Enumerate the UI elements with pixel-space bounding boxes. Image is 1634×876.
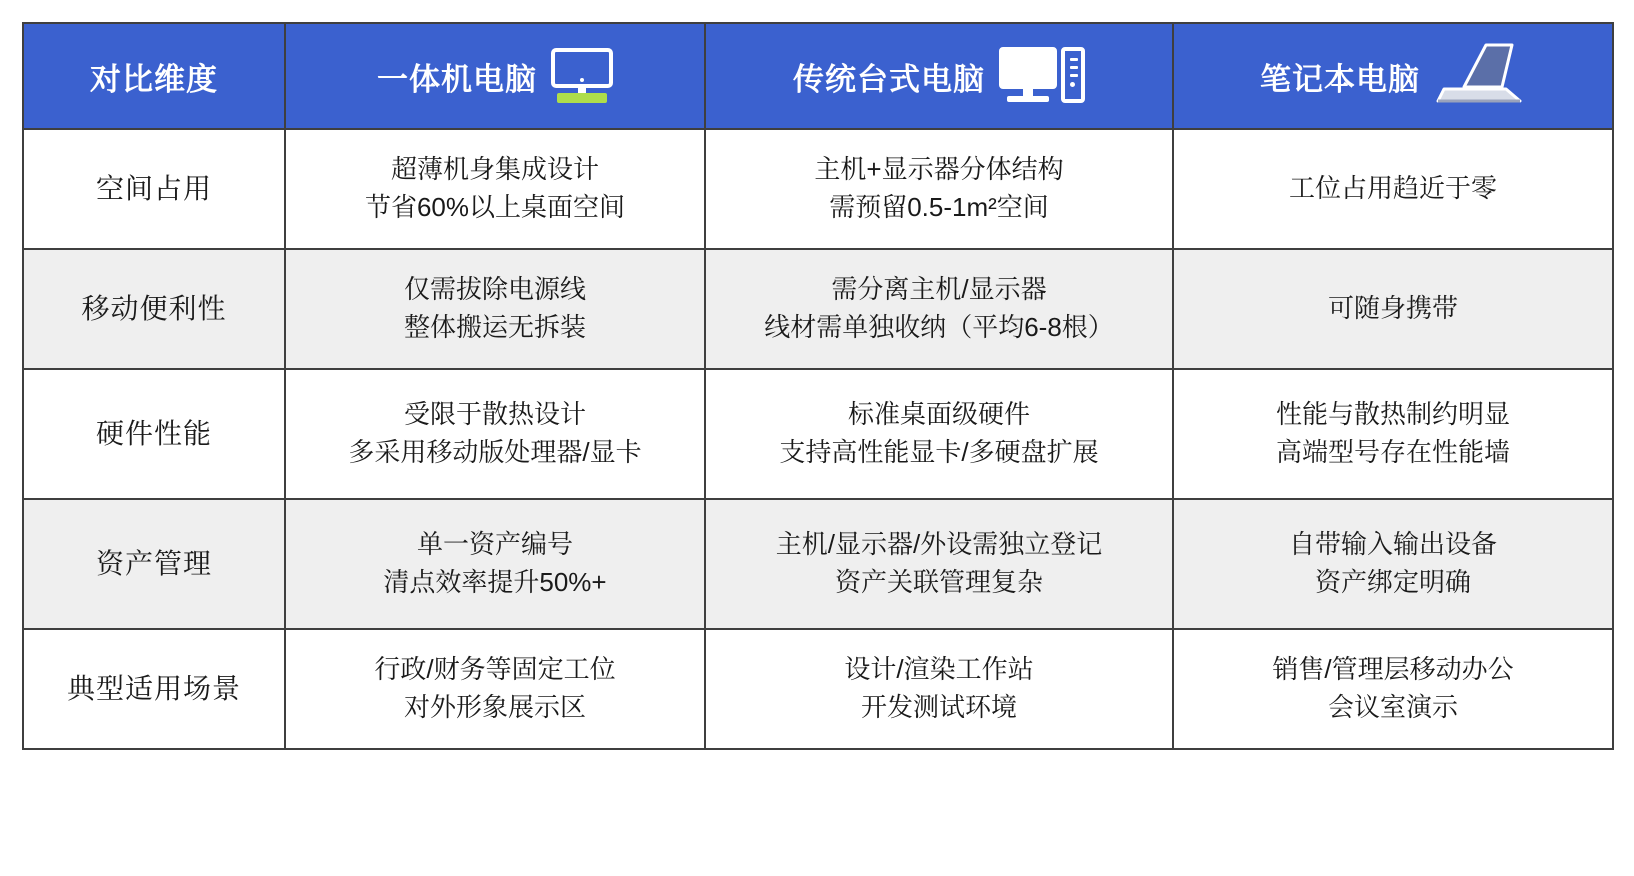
column-header-dimension [23,23,285,129]
cell-all-in-one [285,629,705,749]
cell-line: 开发测试环境 [860,692,1017,722]
cell-line: 受限于散热设计 [403,399,586,430]
column-header-label: 笔记本电脑 [1260,61,1420,97]
cell-line: 工位占用趋近于零 [1288,173,1497,204]
cell-desktop [705,629,1173,749]
cell-line: 资产绑定明确 [1314,567,1471,597]
cell-line: 节省60%以上桌面空间 [364,192,626,222]
cell-desktop [705,499,1173,629]
column-header-laptop [1173,23,1613,129]
table-header [23,23,1613,129]
cell-laptop [1173,369,1613,499]
cell-line: 设计/渲染工作站 [844,654,1034,685]
table-row [23,369,1613,499]
cell-line: 行政/财务等固定工位 [374,654,616,685]
cell-line: 需分离主机/显示器 [831,274,1047,305]
cell-line: 销售/管理层移动办公 [1272,654,1514,685]
column-header-label: 传统台式电脑 [793,61,985,97]
row-dimension: 空间占用 [23,129,285,249]
column-header-label: 对比维度 [90,61,218,97]
cell-laptop [1173,129,1613,249]
cell-line: 标准桌面级硬件 [847,399,1030,430]
cell-desktop [705,369,1173,499]
laptop-icon [1434,43,1526,109]
cell-all-in-one [285,129,705,249]
table-row [23,499,1613,629]
table-row [23,629,1613,749]
all-in-one-pc-icon [551,48,613,104]
column-header-desktop [705,23,1173,129]
cell-line: 会议室演示 [1327,692,1458,722]
cell-line: 仅需拔除电源线 [403,274,586,305]
row-dimension: 硬件性能 [23,369,285,499]
table-row [23,249,1613,369]
cell-line: 清点效率提升50%+ [383,567,607,597]
table-body [23,129,1613,749]
row-dimension: 资产管理 [23,499,285,629]
cell-desktop [705,129,1173,249]
cell-line: 单一资产编号 [416,529,573,560]
cell-laptop [1173,249,1613,369]
cell-all-in-one [285,499,705,629]
cell-line: 可随身携带 [1327,293,1458,324]
cell-line: 性能与散热制约明显 [1275,399,1510,430]
cell-laptop [1173,499,1613,629]
cell-line: 对外形象展示区 [403,692,586,722]
cell-line: 自带输入输出设备 [1288,529,1497,560]
cell-line: 多采用移动版处理器/显卡 [348,437,642,467]
cell-all-in-one [285,249,705,369]
cell-line: 高端型号存在性能墙 [1275,437,1510,467]
row-dimension: 典型适用场景 [23,629,285,749]
cell-line: 支持高性能显卡/多硬盘扩展 [779,437,1099,467]
cell-line: 主机/显示器/外设需独立登记 [775,529,1103,560]
row-dimension: 移动便利性 [23,249,285,369]
column-header-label: 一体机电脑 [377,61,537,97]
column-header-all-in-one [285,23,705,129]
cell-line: 线材需单独收纳（平均6-8根） [764,312,1114,342]
desktop-pc-icon [999,45,1085,107]
comparison-table [22,22,1614,750]
cell-line: 超薄机身集成设计 [390,154,599,185]
header-row [23,23,1613,129]
cell-line: 资产关联管理复杂 [834,567,1043,597]
cell-line: 整体搬运无拆装 [403,312,586,342]
cell-line: 主机+显示器分体结构 [814,154,1064,185]
cell-line: 需预留0.5-1m²空间 [829,192,1049,222]
table-row [23,129,1613,249]
cell-all-in-one [285,369,705,499]
cell-desktop [705,249,1173,369]
cell-laptop [1173,629,1613,749]
